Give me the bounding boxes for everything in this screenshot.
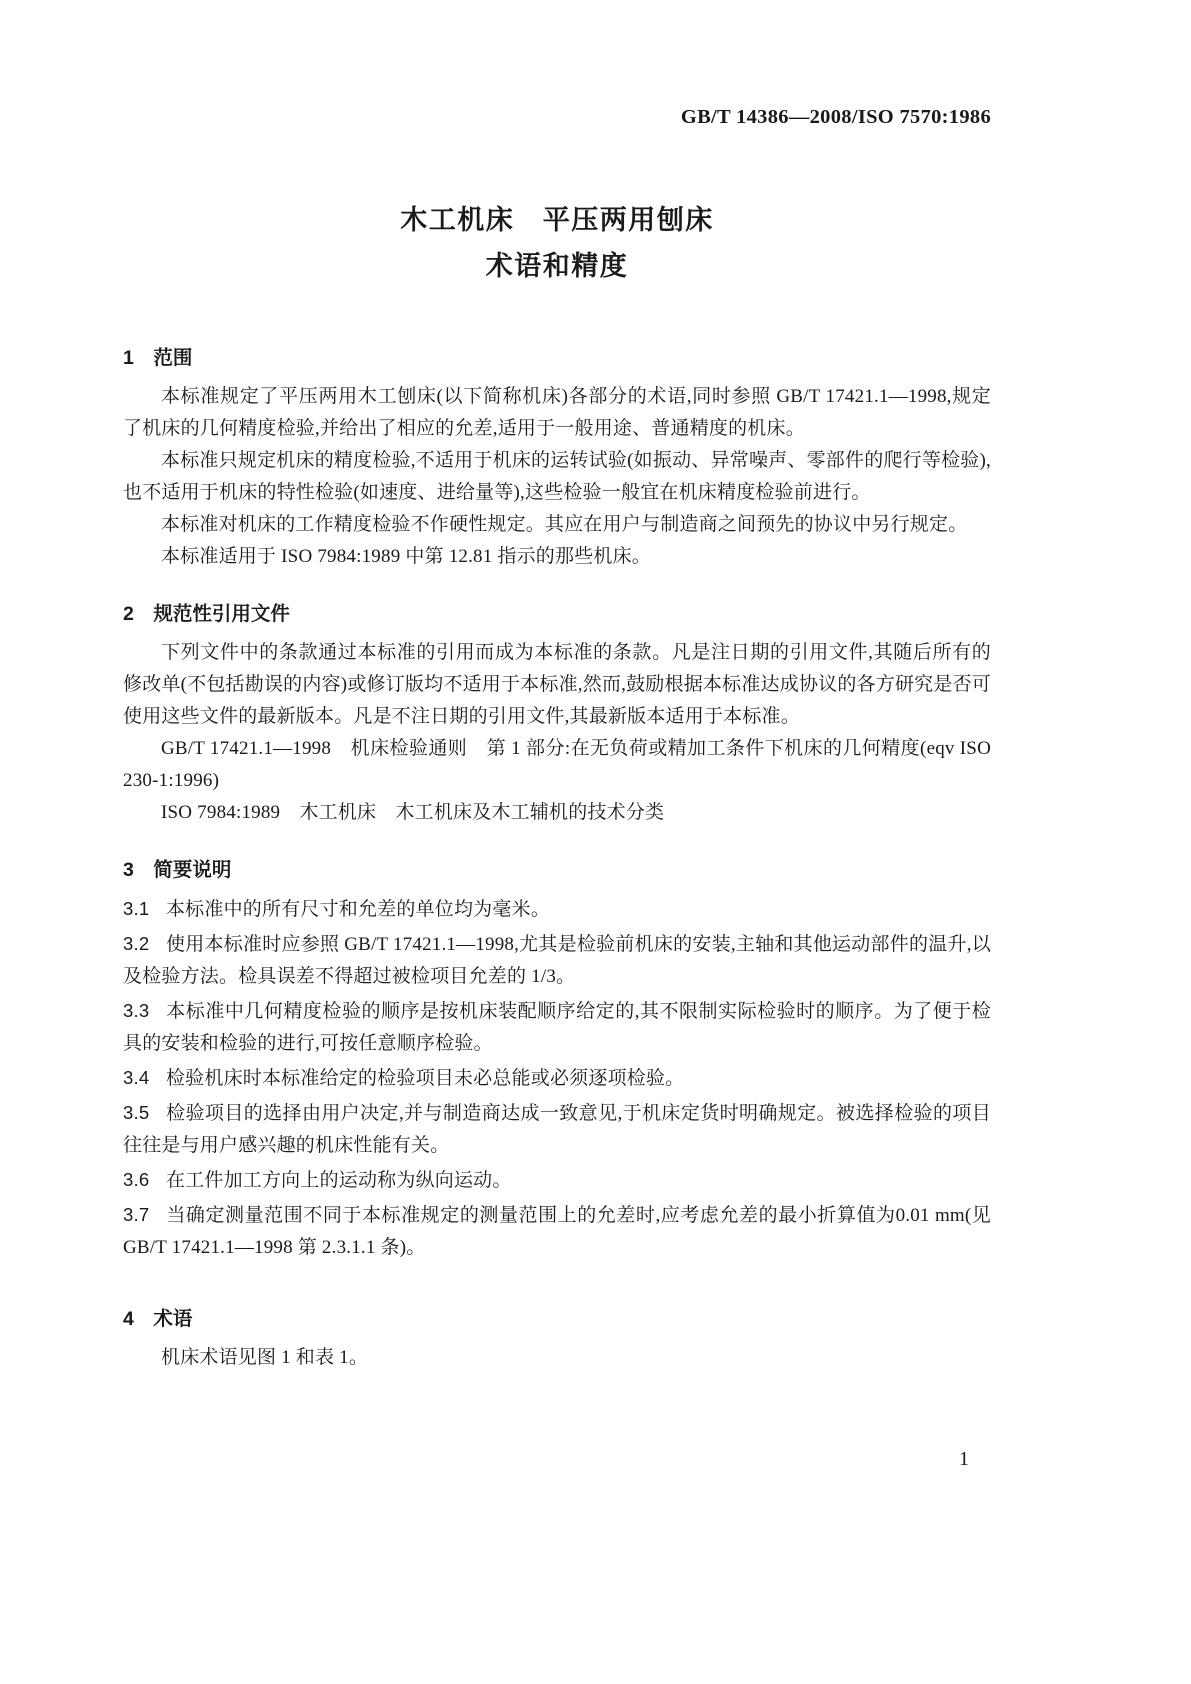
clause-number: 3.3 (123, 1000, 150, 1021)
paragraph: 本标准规定了平压两用木工刨床(以下简称机床)各部分的术语,同时参照 GB/T 17421.1—1998,规定了机床的几何精度检验,并给出了相应的允差,适用于一般用途、普通精度的机床。 (123, 386, 991, 439)
section-4-number: 4 (123, 1308, 134, 1330)
reference-entry: GB/T 17421.1—1998 机床检验通则 第 1 部分:在无负荷或精加工条件下机床的几何精度(eqv ISO 230-1:1996) (123, 738, 991, 791)
clause-3-1 (123, 893, 991, 926)
section-1-heading (123, 343, 991, 373)
section-4-title: 术语 (153, 1308, 193, 1330)
clause-3-2 (123, 928, 991, 993)
section-3-title: 简要说明 (153, 859, 232, 881)
clause-text: 检验机床时本标准给定的检验项目未必总能或必须逐项检验。 (165, 1068, 685, 1089)
clause-number: 3.2 (123, 933, 150, 954)
clause-text: 本标准中几何精度检验的顺序是按机床装配顺序给定的,其不限制实际检验时的顺序。为了便于检具的安装和检验的进行,可按任意顺序检验。 (123, 1001, 991, 1054)
section-3-heading (123, 855, 991, 885)
clause-text: 检验项目的选择由用户决定,并与制造商达成一致意见,于机床定货时明确规定。被选择检验的项目往往是与用户感兴趣的机床性能有关。 (123, 1103, 991, 1156)
section-1-number: 1 (123, 347, 134, 369)
clause-3-5 (123, 1097, 991, 1162)
document-title (123, 197, 991, 289)
paragraph: 本标准适用于 ISO 7984:1989 中第 12.81 指示的那些机床。 (161, 546, 651, 567)
paragraph: 本标准对机床的工作精度检验不作硬性规定。其应在用户与制造商之间预先的协议中另行规定。 (161, 514, 968, 535)
section-4-heading (123, 1304, 991, 1334)
clause-number: 3.4 (123, 1067, 150, 1088)
clause-3-4 (123, 1062, 991, 1095)
paragraph: 下列文件中的条款通过本标准的引用而成为本标准的条款。凡是注日期的引用文件,其随后所有的修改单(不包括勘误的内容)或修订版均不适用于本标准,然而,鼓励根据本标准达成协议的各方研究是否可使用这些文件的最新版本。凡是不注日期的引用文件,其最新版本适用于本标准。 (123, 642, 991, 727)
page-number: 1 (959, 1448, 969, 1470)
clause-text: 当确定测量范围不同于本标准规定的测量范围上的允差时,应考虑允差的最小折算值为0.01 mm(见 GB/T 17421.1—1998 第 2.3.1.1 条)。 (123, 1205, 991, 1258)
page-content (123, 0, 991, 1374)
clause-text: 使用本标准时应参照 GB/T 17421.1—1998,尤其是检验前机床的安装,主轴和其他运动部件的温升,以及检验方法。检具误差不得超过被检项目允差的 1/3。 (123, 934, 991, 987)
title-line-2: 术语和精度 (485, 251, 629, 281)
clause-number: 3.5 (123, 1102, 150, 1123)
section-2-heading (123, 599, 991, 629)
clause-text: 本标准中的所有尺寸和允差的单位均为毫米。 (165, 899, 550, 920)
clause-3-7 (123, 1199, 991, 1264)
clause-number: 3.1 (123, 898, 150, 919)
section-3-number: 3 (123, 859, 134, 881)
clause-text: 在工件加工方向上的运动称为纵向运动。 (165, 1170, 512, 1191)
clause-3-6 (123, 1164, 991, 1197)
section-2-number: 2 (123, 603, 134, 625)
section-2-title: 规范性引用文件 (153, 603, 290, 625)
paragraph: 机床术语见图 1 和表 1。 (161, 1347, 369, 1368)
reference-entry: ISO 7984:1989 木工机床 木工机床及木工辅机的技术分类 (161, 802, 665, 823)
clause-3-3 (123, 995, 991, 1060)
paragraph: 本标准只规定机床的精度检验,不适用于机床的运转试验(如振动、异常噪声、零部件的爬行等检验),也不适用于机床的特性检验(如速度、进给量等),这些检验一般宜在机床精度检验前进行。 (123, 450, 991, 503)
title-line-1: 木工机床 平压两用刨床 (400, 205, 714, 235)
section-1-title: 范围 (153, 347, 193, 369)
clause-number: 3.6 (123, 1169, 150, 1190)
standard-number: GB/T 14386—2008/ISO 7570:1986 (680, 106, 991, 128)
clause-number: 3.7 (123, 1204, 150, 1225)
